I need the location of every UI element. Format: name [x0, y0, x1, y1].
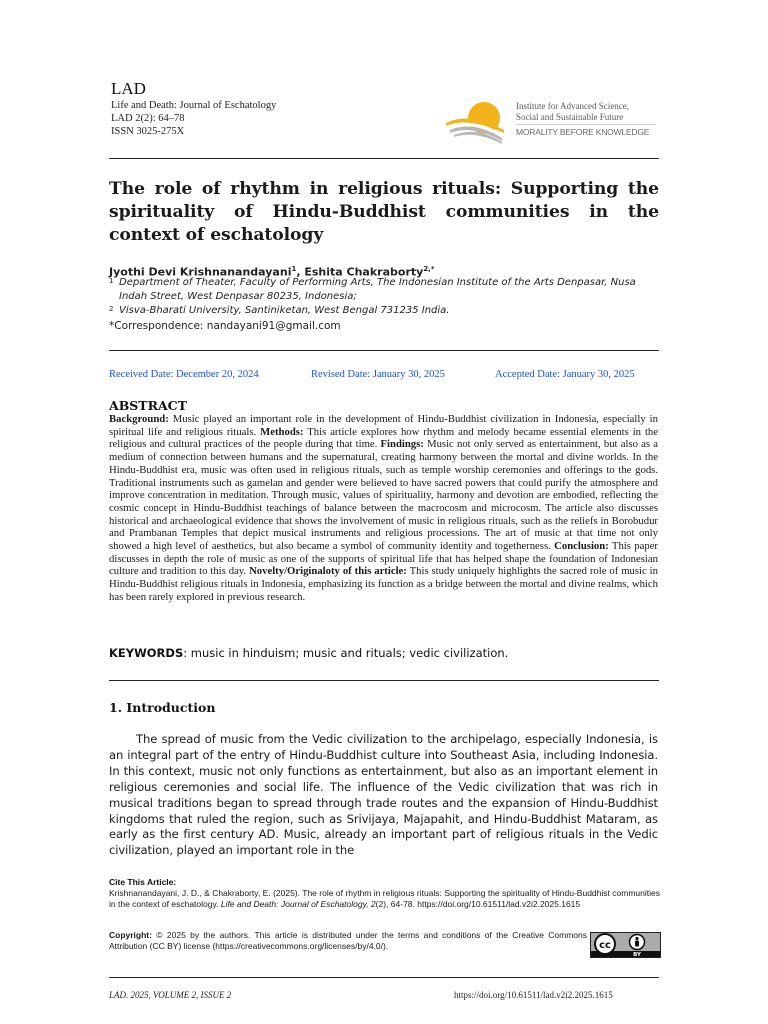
publisher-name-line1: Institute for Advanced Science,: [516, 101, 629, 111]
copyright-text: © 2025 by the authors. This article is distributed under the terms and conditions of the Creative Commons Attribution (CC BY) license (https://creativecommons.org/licenses/by/4.0/).: [109, 930, 587, 951]
logo-divider: [516, 124, 656, 125]
introduction-paragraph: The spread of music from the Vedic civilization to the archipelago, especially Indonesia, is an integral part of the entry of Hindu-Buddhist culture into Southeast Asia, including Indonesia. In this context, music not only functions as entertainment, but also as an important element in religious ceremonies and social life. The influence of the Vedic civilization that was rich in musical traditions began to spread through trade routes and the expansion of Hindu-Buddhist kingdoms that ruled the region, such as Srivijaya, Majapahit, and Hindu-Buddhist Mataram, as early as the first century AD. Music, already an important part of religious rituals in the Vedic civilization, played an important role in the: [109, 732, 658, 858]
abstract-label: Methods:: [260, 425, 304, 438]
citation-journal: Life and Death: Journal of Eschatology, 2: [220, 899, 376, 909]
revised-date: Revised Date: January 30, 2025: [311, 369, 445, 380]
abstract-text: Music played an important role in the development of Hindu-Buddhist civilization in Indonesia, especially in spiritual life and religious rituals.: [109, 413, 658, 438]
abstract-text: This paper discusses in depth the role of music as one of the supports of spiritual life that has helped shape the foundation of Indonesian culture and tradition to this day.: [109, 540, 658, 578]
journal-volume: LAD 2(2): 64–78: [111, 113, 185, 124]
by-mark: BY: [633, 952, 641, 957]
abstract-label: Findings:: [380, 438, 424, 451]
publisher-name-line2: Social and Sustainable Future: [516, 112, 624, 122]
journal-issn: ISSN 3025-275X: [111, 126, 185, 137]
cite-heading: Cite This Article:: [109, 877, 177, 887]
article-title: The role of rhythm in religious rituals: Supporting the spirituality of Hindu-Buddhist communities in the context of eschatology: [109, 179, 659, 245]
affiliation: [109, 276, 659, 304]
dates-top-rule: [109, 350, 659, 351]
keywords-label: KEYWORDS: [109, 646, 184, 660]
affiliation-number: 2: [109, 305, 114, 313]
cc-mark: cc: [599, 940, 611, 951]
sun-waves-icon: [446, 96, 508, 146]
abstract-heading: ABSTRACT: [109, 398, 187, 413]
section-rule: [109, 680, 659, 681]
journal-name: Life and Death: Journal of Eschatology: [111, 100, 277, 111]
affiliation-number: 1: [109, 277, 114, 285]
abstract-label: Novelty/Originaloty of this article:: [249, 565, 407, 578]
abstract-text: This article explores how rhythm and melody became essential elements in the religious and cultural practices of the people during that time.: [109, 425, 658, 451]
author-name: Eshita Chakraborty: [304, 265, 424, 279]
affiliation: [109, 304, 659, 318]
affiliation-text: Visva-Bharati University, Santiniketan, West Bengal 731235 India.: [119, 305, 450, 316]
keywords-text: : music in hinduism; music and rituals; vedic civilization.: [183, 646, 509, 660]
header-rule: [109, 158, 659, 159]
affiliation-text: Department of Theater, Faculty of Performing Arts, The Indonesian Institute of the Arts Denpasar, Nusa Indah Street, West Denpasar 80235, Indonesia;: [119, 277, 636, 302]
abstract-body: [109, 413, 658, 604]
author-affiliation-mark: 1: [291, 265, 297, 273]
keywords: [109, 646, 508, 661]
cc-by-license-badge[interactable]: [590, 932, 661, 958]
copyright-label: Copyright:: [109, 930, 152, 940]
copyright-notice: [109, 930, 587, 952]
received-date: Received Date: December 20, 2024: [109, 369, 259, 380]
correspondence: *Correspondence: nandayani91@gmail.com: [109, 320, 341, 332]
footer-rule: [109, 977, 659, 978]
abstract-text: Music not only served as entertainment, but also as a medium of connection between humans and the supernatural, creating harmony between the mortal and divine worlds. In the Hindu-Buddhist era, music was often used in religious rituals, such as temple worship ceremonies and offerings to the gods. Traditional instruments such as gamelan and gender were believed to have sacred powers that could purify the atmosphere and improve concentration in meditation. Through music, values of spirituality, harmony and devotion are embodied, reflecting the cosmic concept in Hindu-Buddhist teachings of balance between the macrocosm and microcosm. The article also discusses historical and archaeological evidence that shows the involvement of music in religious rituals, such as the reliefs in Borobudur and Prambanan Temples that depict musical instruments and religious processions. The art of music at that time not only showed a high level of aesthetics, but also became a symbol of community identity and togetherness.: [109, 438, 658, 553]
author-name: Jyothi Devi Krishnanandayani: [109, 265, 292, 279]
journal-abbreviation: LAD: [111, 79, 146, 98]
footer-journal-issue: LAD. 2025, VOLUME 2, ISSUE 2: [109, 990, 232, 1000]
journal-header: [111, 79, 276, 138]
accepted-date: Accepted Date: January 30, 2025: [495, 369, 635, 380]
publisher-tagline: MORALITY BEFORE KNOWLEDGE: [516, 127, 650, 137]
abstract-text: This study uniquely highlights the sacred role of music in Hindu-Buddhist religious rituals in Indonesia, emphasizing its function as a bridge between the mortal and divine realms, which has been rarely explored in previous research.: [109, 565, 658, 603]
author-affiliation-mark: 2,*: [423, 265, 435, 273]
publisher-logo: [446, 96, 666, 146]
footer-doi-link[interactable]: https://doi.org/10.61511/lad.v2i2.2025.1615: [454, 990, 613, 1000]
section-heading: 1. Introduction: [109, 700, 216, 715]
citation-authors: Krishnanandayani, J. D., & Chakraborty, E. (2025). The role of rhythm in religious rituals: Supporting the spirituality of Hindu-Buddhist communities in the context of eschatology.: [109, 888, 660, 909]
abstract-label: Conclusion:: [554, 540, 609, 553]
citation-tail: (2), 64-78. https://doi.org/10.61511/lad.v2i2.2025.1615: [375, 899, 581, 909]
abstract-label: Background:: [109, 413, 169, 425]
creative-commons-icon: [591, 933, 660, 957]
citation-text: [109, 888, 660, 910]
author-separator: ,: [296, 265, 305, 279]
